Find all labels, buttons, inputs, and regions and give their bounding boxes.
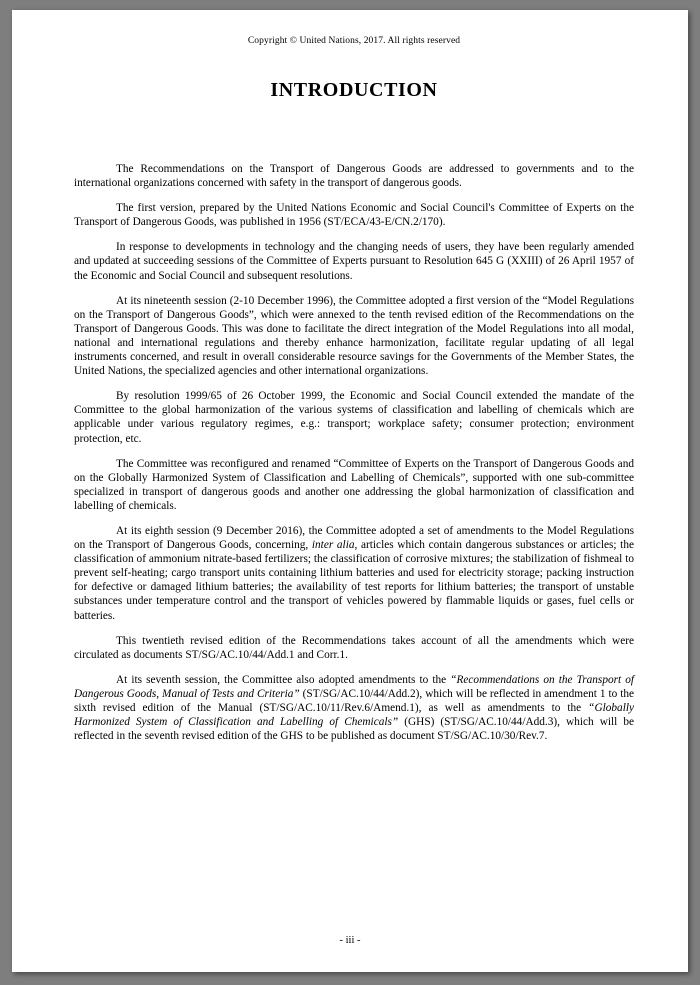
text-run: The Committee was reconfigured and renamed “Committee of Experts on the Transport of Dangerous Goods and on the Globally Harmonized System of Classification and Labelling of Chemicals”, supported with one sub-committee specialized in transport of dangerous goods and another one addressing the global harmonization of classification and labelling of chemicals. — [74, 457, 634, 512]
paragraph — [74, 634, 634, 662]
paragraph — [74, 240, 634, 282]
paragraph — [74, 201, 634, 229]
page-title: INTRODUCTION — [270, 79, 438, 101]
text-run: By resolution 1999/65 of 26 October 1999, the Economic and Social Council extended the mandate of the Committee to the global harmonization of the various systems of classification and labelling of chemicals which are applicable under various regulatory regimes, e.g.: transport; workplace safety; consumer protection; environment protection, etc. — [74, 390, 634, 445]
text-run: “Globally Harmonized System of Classification and Labelling of Chemicals” — [74, 702, 634, 729]
text-run: (ST/SG/AC.10/44/Add.2), which will be reflected in amendment 1 to the sixth revised edition of the Manual (ST/SG/AC.10/11/Rev.6/Amend.1), as well as amendments to the — [74, 687, 635, 714]
text-run: In response to developments in technology and the changing needs of users, they have been regularly amended and updated at succeeding sessions of the Committee of Experts pursuant to Resolution 645 G (XXIII) of 26 April 1957 of the Economic and Social Council and subsequent resolutions. — [74, 241, 634, 282]
page-number: - iii - — [339, 935, 361, 946]
paragraph — [74, 389, 634, 445]
text-run: The Recommendations on the Transport of Dangerous Goods are addressed to governments and to the international organizations concerned with safety in the transport of dangerous goods. — [74, 163, 634, 190]
paragraph — [74, 162, 634, 190]
text-run: At its eighth session (9 December 2016), the Committee adopted a set of amendments to the Model Regulations on the Transport of Dangerous Goods, concerning, — [74, 524, 634, 552]
body-text — [74, 162, 634, 743]
copyright-notice: Copyright © United Nations, 2017. All rights reserved — [247, 36, 461, 46]
paragraph — [74, 457, 634, 513]
paragraph — [74, 524, 634, 623]
paragraph — [74, 294, 634, 379]
text-run: , articles which contain dangerous substances or articles; the classification of ammonium nitrate-based fertilizers; the classification of corrosive mixtures; the stabilization of fishmeal to prevent self-heating; cargo transport units containing lithium batteries and used for electricity storage; packing instruction for defective or damaged lithium batteries; the availability of test reports for lithium batteries; the transport of unstable substances under temperature control and the transport of vehicles powered by flammable liquids or gases, fuel cells or batteries. — [74, 539, 634, 622]
text-run: This twentieth revised edition of the Recommendations takes account of all the amendments which were circulated as documents ST/SG/AC.10/44/Add.1 and Corr.1. — [74, 634, 634, 661]
text-run: At its nineteenth session (2-10 December 1996), the Committee adopted a first version of the “Model Regulations on the Transport of Dangerous Goods”, which were annexed to the tenth revised edition of the Recommendations on the Transport of Dangerous Goods. This was done to facilitate the direct integration of the Model Regulations into all modal, national and international regulations and thereby enhance harmonization, facilitate regular updating of all legal instruments concerned, and result in overall considerable resource savings for the Governments of the Member States, the United Nations, the specialized agencies and other international organizations. — [74, 294, 634, 378]
text-run: inter alia — [311, 539, 355, 552]
text-run: At its seventh session, the Committee also adopted amendments to the — [116, 673, 451, 686]
document-page — [12, 10, 688, 972]
text-run: The first version, prepared by the United Nations Economic and Social Council's Committee of Experts on the Transport of Dangerous Goods, was published in 1956 (ST/ECA/43-E/CN.2/170). — [74, 202, 634, 229]
text-run: (GHS) (ST/SG/AC.10/44/Add.3), which will be reflected in the seventh revised edition of the GHS to be published as document ST/SG/AC.10/30/Rev.7. — [74, 716, 634, 743]
text-run: “Recommendations on the Transport of Dangerous Goods, Manual of Tests and Criteria” — [74, 673, 634, 700]
paragraph — [74, 673, 634, 743]
page-content — [74, 36, 634, 946]
